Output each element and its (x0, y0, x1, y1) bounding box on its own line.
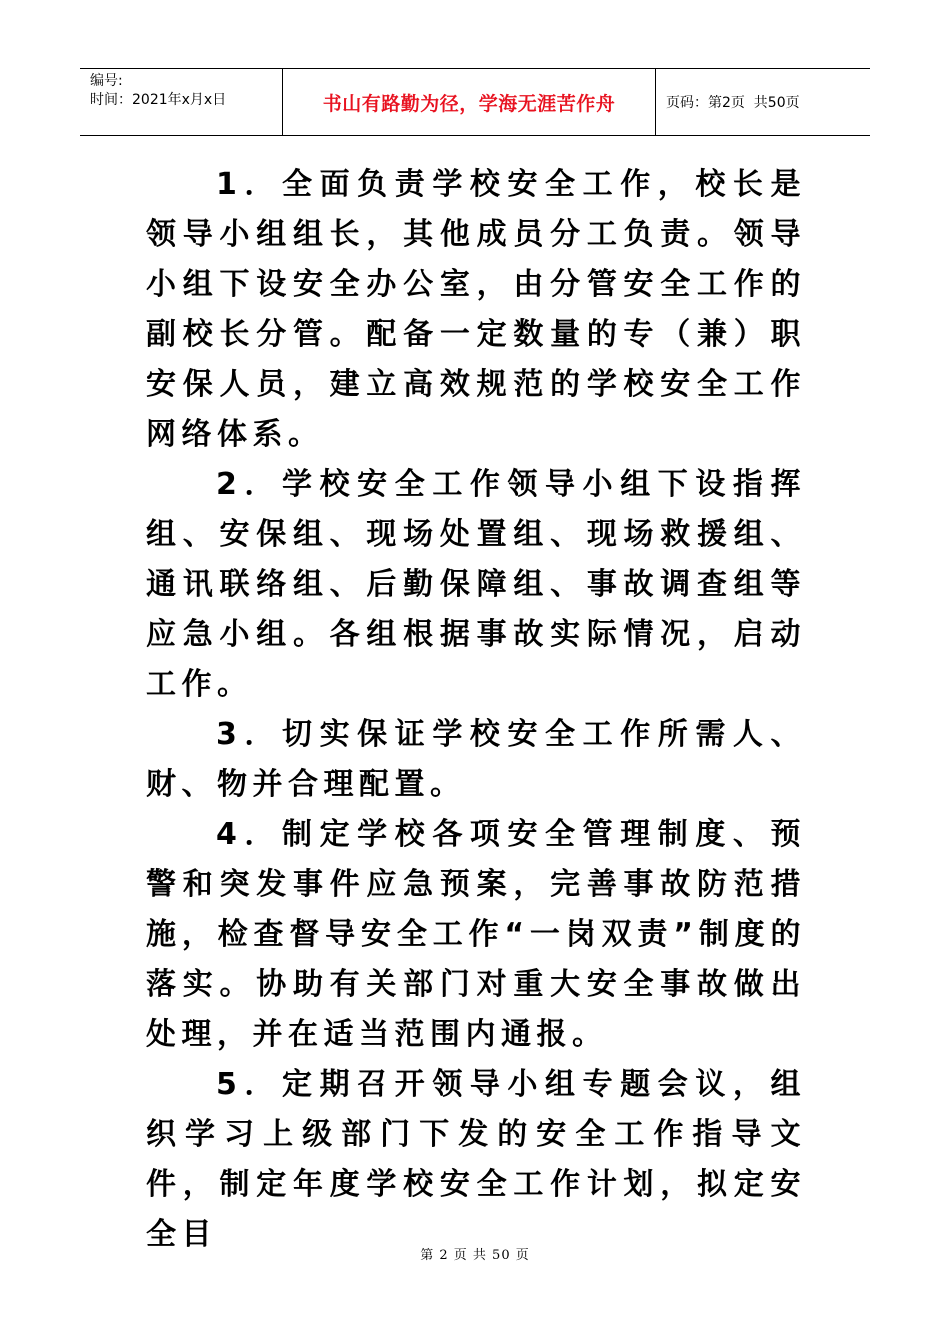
paragraph-5: 5．定期召开领导小组专题会议，组织学习上级部门下发的安全工作指导文件，制定年度学校安全工作计划，拟定安全目 (146, 1067, 806, 1252)
paragraph-3: 3．切实保证学校安全工作所需人、财、物并合理配置。 (146, 717, 806, 802)
header-motto-cell (283, 69, 656, 135)
header-page-cell (656, 69, 870, 135)
header-meta-cell (80, 69, 283, 135)
document-date-label: 时间：2021年x月x日 (90, 92, 227, 108)
paragraph-4: 4．制定学校各项安全管理制度、预警和突发事件应急预案，完善事故防范措施，检查督导安全工作“一岗双责”制度的落实。协助有关部门对重大安全事故做出处理，并在适当范围内通报。 (146, 817, 806, 1052)
document-number-label: 编号: (90, 73, 123, 89)
header-motto: 书山有路勤为径，学海无涯苦作舟 (322, 92, 616, 115)
header-page-info: 页码：第2页 共50页 (666, 95, 800, 111)
document-header (80, 68, 870, 136)
paragraph-2: 2．学校安全工作领导小组下设指挥组、安保组、现场处置组、现场救援组、通讯联络组、后勤保障组、事故调查组等应急小组。各组根据事故实际情况，启动工作。 (146, 467, 806, 702)
document-body (146, 160, 806, 1260)
page-footer: 第 2 页 共 50 页 (420, 1248, 530, 1263)
paragraph-1: 1．全面负责学校安全工作，校长是领导小组组长，其他成员分工负责。领导小组下设安全办公室，由分管安全工作的副校长分管。配备一定数量的专（兼）职安保人员，建立高效规范的学校安全工作网络体系。 (146, 167, 806, 452)
